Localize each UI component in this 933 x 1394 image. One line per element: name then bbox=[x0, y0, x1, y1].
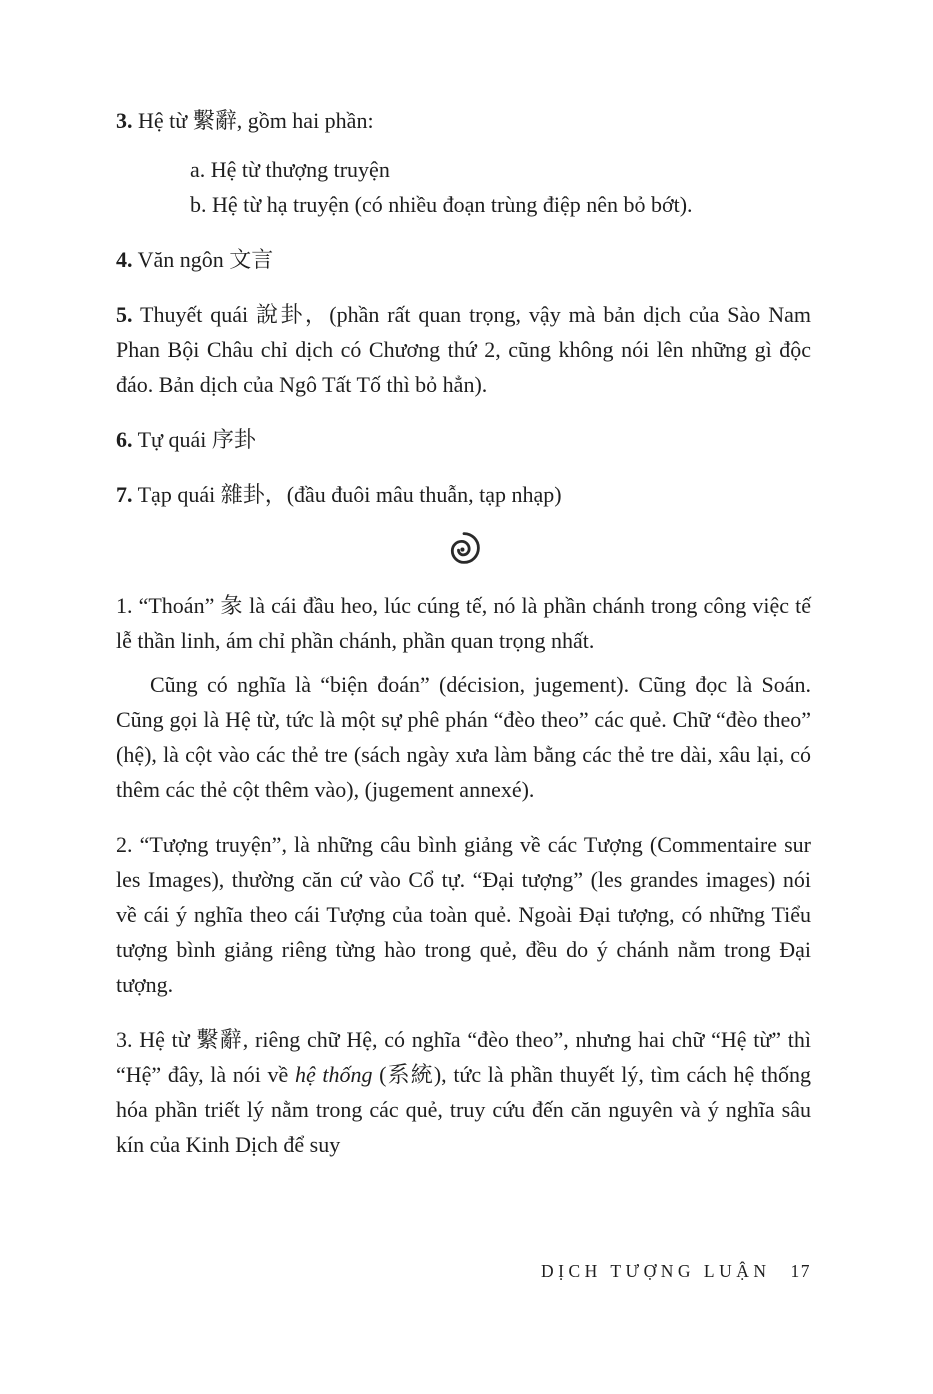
list-item-4 bbox=[116, 242, 811, 277]
list-item-5-text: Thuyết quái 說卦，(phần rất quan trọng, vậy mà bản dịch của Sào Nam Phan Bội Châu chỉ dịch có Chương thứ 2, cũng không nói lên những gì độc đáo. Bản dịch của Ngô Tất Tố thì bỏ hẳn). bbox=[116, 302, 811, 397]
list-item-3 bbox=[116, 103, 811, 138]
paragraph-tuong-truyen: 2. “Tượng truyện”, là những câu bình giảng về các Tượng (Commentaire sur les Images), thường căn cứ vào Cổ tự. “Đại tượng” (les grandes images) nói về cái ý nghĩa theo cái Tượng của toàn quẻ. Ngoài Đại tượng, có những Tiểu tượng bình giảng riêng từng hào trong quẻ, đều do ý chánh nằm trong Đại tượng. bbox=[116, 832, 811, 997]
list-item-3-number: 3. bbox=[116, 108, 133, 133]
page-footer bbox=[541, 1259, 811, 1283]
paragraph-he-tu-italic-term: hệ thống bbox=[294, 1062, 373, 1087]
footer-page-number: 17 bbox=[790, 1261, 811, 1281]
section-divider bbox=[116, 528, 811, 574]
list-item-5 bbox=[116, 297, 811, 402]
list-item-6-text: Tự quái 序卦 bbox=[137, 427, 256, 452]
list-item-3-sublist bbox=[190, 152, 811, 222]
list-item-4-number: 4. bbox=[116, 247, 133, 272]
sub-item-b: b. Hệ từ hạ truyện (có nhiều đoạn trùng điệp nên bỏ bớt). bbox=[190, 192, 693, 217]
paragraph-he-tu-end: (系統), tức là phần thuyết lý, tìm cách hệ thống hóa phần triết lý nằm trong các quẻ, truy cứu đến căn nguyên và ý nghĩa sâu kín của Kinh Dịch để suy bbox=[116, 1062, 811, 1157]
list-item-6-number: 6. bbox=[116, 427, 133, 452]
list-item-4-text: Văn ngôn 文言 bbox=[137, 247, 274, 272]
paragraph-he-tu bbox=[116, 1022, 811, 1162]
spiral-ornament-icon bbox=[446, 533, 482, 558]
paragraph-he-tu-start: 3. Hệ từ 繫辭, riêng chữ Hệ, có nghĩa “đèo theo”, nhưng hai chữ “Hệ từ” thì “Hệ” đây, là nói về bbox=[116, 1027, 811, 1087]
list-item-7 bbox=[116, 477, 811, 512]
sub-item-a: a. Hệ từ thượng truyện bbox=[190, 157, 390, 182]
paragraph-bien-doan: Cũng có nghĩa là “biện đoán” (décision, jugement). Cũng đọc là Soán. Cũng gọi là Hệ từ, tức là một sự phê phán “đèo theo” các quẻ. Chữ “đèo theo” (hệ), là cột vào các thẻ tre (sách ngày xưa làm bằng các thẻ tre dài, xâu lại, có thêm các thẻ cột thêm vào), (jugement annexé). bbox=[116, 672, 811, 802]
list-item-5-number: 5. bbox=[116, 302, 133, 327]
list-item-7-number: 7. bbox=[116, 482, 133, 507]
paragraph-thoan: 1. “Thoán” 彖 là cái đầu heo, lúc cúng tế, nó là phần chánh trong công việc tế lễ thần linh, ám chỉ phần chánh, phần quan trọng nhất. bbox=[116, 593, 811, 653]
page-content bbox=[116, 103, 811, 1162]
footer-running-title: DỊCH TƯỢNG LUẬN bbox=[541, 1261, 771, 1281]
list-item-7-text: Tạp quái 雜卦，(đầu đuôi mâu thuẫn, tạp nhạp) bbox=[137, 482, 562, 507]
list-item-3-text: Hệ từ 繫辭, gồm hai phần: bbox=[138, 108, 374, 133]
list-item-6 bbox=[116, 422, 811, 457]
